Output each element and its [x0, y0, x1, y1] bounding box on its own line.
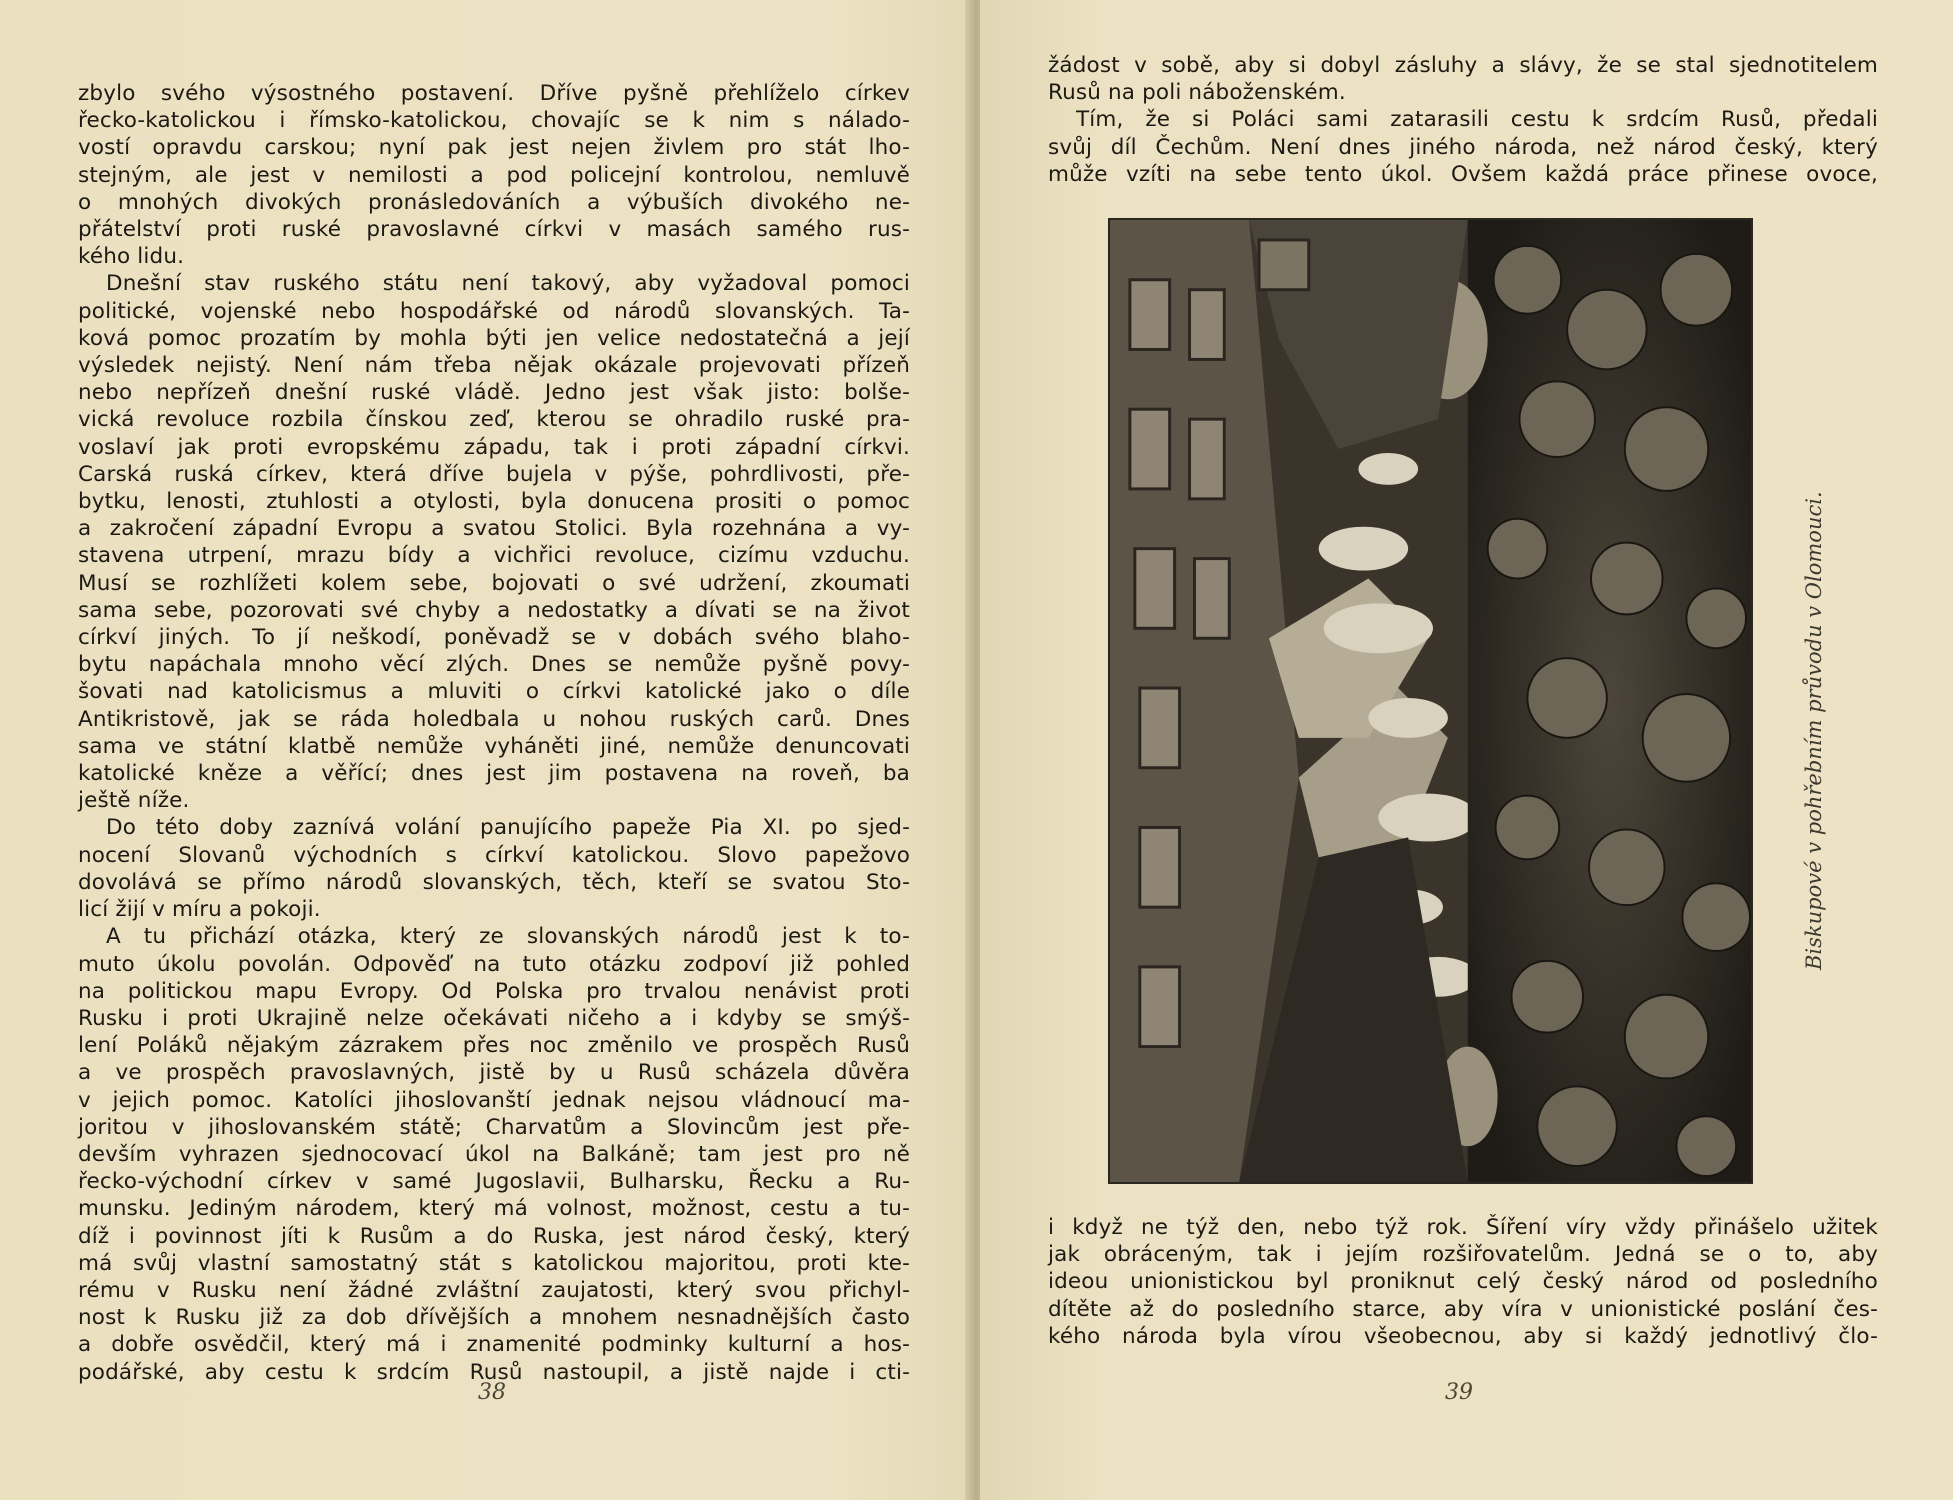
- photo-image: [1110, 220, 1751, 1182]
- text-line: o mnohých divokých pronásledováních a výbuších divokého ne-: [78, 189, 910, 215]
- text-line: vická revoluce rozbila čínskou zeď, kterou se ohradilo ruské pra-: [78, 407, 910, 433]
- text-line: žádost v sobě, aby si dobyl zásluhy a slávy, že se stal sjednotitelem: [1048, 53, 1878, 78]
- text-line: nebo nepřízeň dnešní ruské vládě. Jedno jest však jisto: bolše-: [78, 380, 910, 406]
- page-number-right: 39: [1445, 1380, 1473, 1405]
- page-number-left: 38: [478, 1380, 506, 1405]
- text-line: díž i povinnost jíti k Rusům a do Ruska, jest národ český, který: [78, 1223, 910, 1249]
- text-line: sama ve státní klatbě nemůže vyháněti jiné, nemůže denuncovati: [78, 733, 910, 759]
- right-page: [980, 0, 1953, 1500]
- text-line: a zakročení západní Evropu a svatou Stolici. Byla rozehnána a vy-: [78, 516, 910, 542]
- text-line: stavena utrpení, mrazu bídy a vichřici revoluce, cizímu vzduchu.: [78, 543, 910, 569]
- text-line: dítěte až do posledního starce, aby víra v unionistické poslání čes-: [1048, 1296, 1878, 1322]
- text-line: Antikristově, jak se ráda holedbala u nohou ruských carů. Dnes: [78, 706, 910, 732]
- text-line: Carská ruská církev, která dříve bujela v pýše, pohrdlivosti, pře-: [78, 461, 910, 487]
- left-page-text: [78, 80, 910, 1386]
- text-line: podářské, aby cestu k srdcím Rusů nastoupil, a jistě najde i cti-: [78, 1359, 910, 1385]
- text-line: může vzíti na sebe tento úkol. Ovšem každá práce přinese ovoce,: [1048, 161, 1878, 187]
- text-line: ideou unionistickou byl proniknut celý český národ od posledního: [1048, 1269, 1878, 1295]
- text-line: řecko-katolickou i římsko-katolickou, chovajíc se k nim s nálado-: [78, 108, 910, 134]
- text-line: kého národa byla vírou všeobecnou, aby si každý jednotlivý člo-: [1048, 1323, 1878, 1349]
- text-line: A tu přichází otázka, který ze slovanských národů jest k to-: [106, 924, 910, 950]
- text-line: sama sebe, pozorovati své chyby a nedostatky a dívati se na život: [78, 597, 910, 623]
- text-line: v jejich pomoc. Katolíci jihoslovanští jednak nejsou vládnoucí ma-: [78, 1087, 910, 1113]
- text-line: rému v Rusku není žádné zvláštní zaujatosti, který svou přichyl-: [78, 1277, 910, 1303]
- text-line: a dobře osvědčil, který má i znamenité podminky kulturní a hos-: [78, 1332, 910, 1358]
- text-line: joritou v jihoslovanském státě; Charvatům a Slovincům jest pře-: [78, 1114, 910, 1140]
- text-line: ještě níže.: [78, 788, 190, 814]
- text-line: Rusku i proti Ukrajině nelze očekávati ničeho a i kdyby se smýš-: [78, 1005, 910, 1031]
- text-line: devším vyhrazen sjednocovací úkol na Balkáně; tam jest pro ně: [78, 1141, 910, 1167]
- text-line: Dnešní stav ruského státu není takový, aby vyžadoval pomoci: [106, 271, 910, 297]
- photo-caption: Biskupové v pohřebním průvodu v Olomouci.: [1802, 491, 1826, 970]
- text-line: jak obráceným, tak i jejím rozšiřovatelům. Jedná se o to, aby: [1048, 1242, 1878, 1268]
- text-line: přátelství proti ruské pravoslavné církvi v masách samého rus-: [78, 217, 910, 243]
- text-line: muto úkolu povolán. Odpověď na tuto otázku zodpoví již pohled: [78, 951, 910, 977]
- funeral-procession-photo: [1108, 218, 1753, 1184]
- text-line: bytku, lenosti, ztuhlosti a otylosti, byla donucena prositi o pomoc: [78, 489, 910, 515]
- text-line: církví jiných. To jí neškodí, poněvadž se v dobách svého blaho-: [78, 625, 910, 651]
- text-line: svůj díl Čechům. Není dnes jiného národa, než národ český, který: [1048, 134, 1878, 160]
- right-page-text-top: [1048, 52, 1878, 188]
- right-page-text-bottom: [1048, 1214, 1878, 1350]
- text-line: Tím, že si Poláci sami zatarasili cestu k srdcím Rusů, předali: [1076, 107, 1878, 133]
- text-line: dovolává se přímo národů slovanských, těch, kteří se svatou Sto-: [78, 869, 910, 895]
- text-line: voslaví jak proti evropskému západu, tak i proti západní církvi.: [78, 434, 910, 460]
- text-line: na politickou mapu Evropy. Od Polska pro trvalou nenávist proti: [78, 978, 910, 1004]
- text-line: má svůj vlastní samostatný stát s katolickou majoritou, proti kte-: [78, 1250, 910, 1276]
- text-line: nost k Rusku již za dob dřívějších a mnohem nesnadnějších často: [78, 1305, 910, 1331]
- text-line: munsku. Jediným národem, který má volnost, možnost, cestu a tu-: [78, 1196, 910, 1222]
- text-line: zbylo svého výsostného postavení. Dříve pyšně přehlíželo církev: [78, 81, 910, 106]
- text-line: licí žijí v míru a pokoji.: [78, 897, 321, 923]
- text-line: Rusů na poli náboženském.: [1048, 80, 1346, 106]
- text-line: stejným, ale jest v nemilosti a pod policejní kontrolou, nemluvě: [78, 162, 910, 188]
- text-line: lení Poláků nějakým zázrakem přes noc změnilo ve prospěch Rusů: [78, 1033, 910, 1059]
- text-line: Musí se rozhlížeti kolem sebe, bojovati o své udržení, zkoumati: [78, 570, 910, 596]
- text-line: vostí opravdu carskou; nyní pak jest nejen živlem pro stát lho-: [78, 135, 910, 161]
- text-line: výsledek nejistý. Není nám třeba nějak okázale projevovati přízeň: [78, 353, 910, 379]
- left-page: [0, 0, 972, 1500]
- text-line: Do této doby zaznívá volání panujícího papeže Pia XI. po sjed-: [106, 815, 910, 841]
- text-line: ková pomoc prozatím by mohla býti jen velice nedostatečná a její: [78, 325, 910, 351]
- text-line: politické, vojenské nebo hospodářské od národů slovanských. Ta-: [78, 298, 910, 324]
- text-line: bytu napáchala mnoho věcí zlých. Dnes se nemůže pyšně povy-: [78, 652, 910, 678]
- text-line: nocení Slovanů východních s církví katolickou. Slovo papežovo: [78, 842, 910, 868]
- text-line: kého lidu.: [78, 244, 185, 270]
- text-line: šovati nad katolicismus a mluviti o církvi katolické jako o díle: [78, 679, 910, 705]
- text-line: řecko-východní církev v samé Jugoslavii, Bulharsku, Řecku a Ru-: [78, 1169, 910, 1195]
- text-line: a ve prospěch pravoslavných, jistě by u Rusů scházela důvěra: [78, 1060, 910, 1086]
- text-line: i když ne týž den, nebo týž rok. Šíření víry vždy přinášelo užitek: [1048, 1215, 1878, 1240]
- text-line: katolické kněze a věřící; dnes jest jim postavena na roveň, ba: [78, 761, 910, 787]
